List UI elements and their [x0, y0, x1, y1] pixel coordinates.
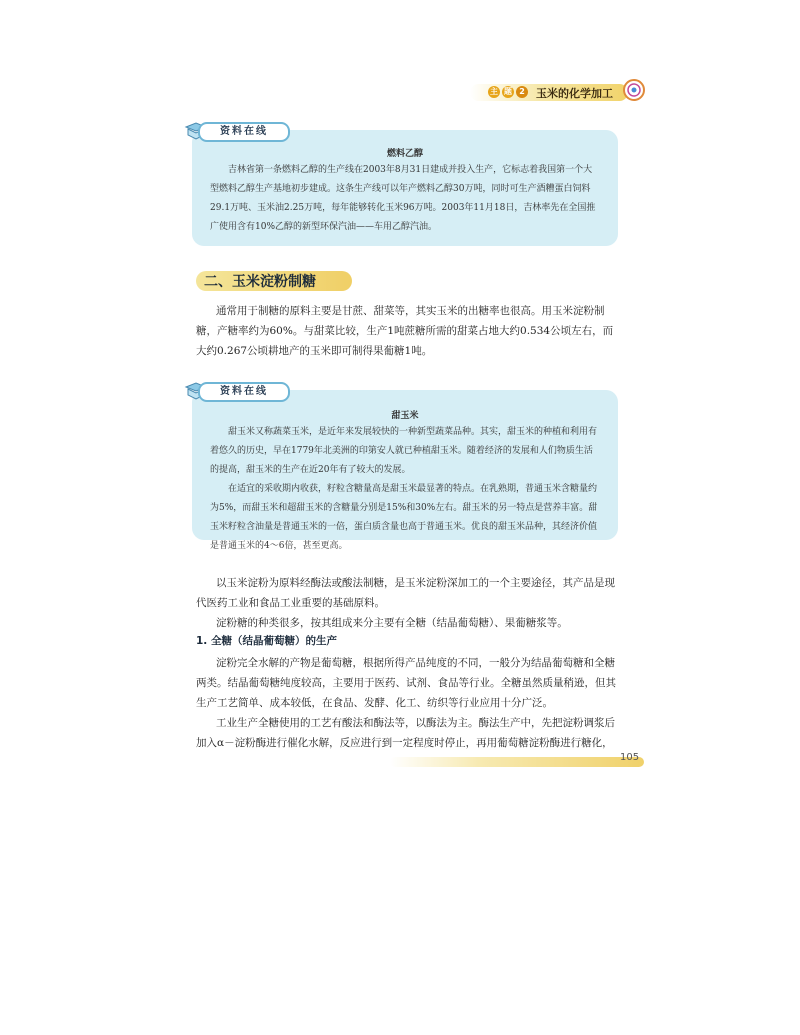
- body-paragraph: 淀粉糖的种类很多，按其组成来分主要有全糖（结晶葡萄糖）、果葡糖浆等。: [216, 617, 568, 629]
- info-box-sweet-corn: [192, 390, 618, 551]
- section-intro-paragraph: 通常用于制糖的原料主要是甘蔗、甜菜等，其实玉米的出糖率也很高。用玉米淀粉制糖，产糖率约为60%。与甜菜比较，生产1吨蔗糖所需的甜菜占地大约0.534公顷左右，而大约0.267公顷耕地产的玉米即可制得果葡糖1吨。: [196, 305, 614, 357]
- chapter-title: 玉米的化学加工: [536, 87, 613, 100]
- body-paragraph: 淀粉完全水解的产物是葡萄糖，根据所得产品纯度的不同，一般分为结晶葡萄糖和全糖两类。结晶葡萄糖纯度较高，主要用于医药、试剂、食品等行业。全糖虽然质量稍逊，但其生产工艺简单、成本较低，在食品、发酵、化工、纺织等行业应用十分广泛。: [196, 657, 616, 709]
- info-box-paragraph: 在适宜的采收期内收获，籽粒含糖量高是甜玉米最显著的特点。在乳熟期，普通玉米含糖量约为5%，而甜玉米和超甜玉米的含糖量分别是15%和30%左右。甜玉米的另一特点是营养丰富。甜玉米籽粒含油量是普通玉米的一倍，蛋白质含量也高于普通玉米。优良的甜玉米品种，其经济价值是普通玉米的4～6倍，甚至更高。: [210, 484, 598, 551]
- chapter-circle: 题: [504, 87, 512, 96]
- info-box-paragraph: 甜玉米又称蔬菜玉米，是近年来发展较快的一种新型蔬菜品种。其实，甜玉米的种植和利用有着悠久的历史，早在1779年北美洲的印第安人就已种植甜玉米。随着经济的发展和人们物质生活的提高，甜玉米的生产在近20年有了较大的发展。: [210, 427, 598, 475]
- info-box-tab: [184, 119, 288, 141]
- info-box-title: 燃料乙醇: [386, 149, 423, 159]
- body-paragraph: 以玉米淀粉为原料经酶法或酸法制糖，是玉米淀粉深加工的一个主要途径，其产品是现代医药工业和食品工业重要的基础原料。: [196, 577, 615, 609]
- info-box-paragraph: 吉林省第一条燃料乙醇的生产线在2003年8月31日建成并投入生产，它标志着我国第一个大型燃料乙醇生产基地初步建成。这条生产线可以年产燃料乙醇30万吨，同时可生产酒糟蛋白饲料29.1万吨、玉米油2.25万吨，每年能够转化玉米96万吨。2003年11月18日，吉林率先在全国推广使用含有10%乙醇的新型环保汽油——车用乙醇汽油。: [210, 165, 596, 232]
- section-heading: [196, 269, 356, 293]
- info-box-fuel-ethanol: [192, 130, 618, 246]
- chapter-circle: 主: [490, 87, 498, 96]
- info-tab-label: 资料在线: [198, 122, 290, 142]
- body-paragraph: 工业生产全糖使用的工艺有酸法和酶法等，以酶法为主。酶法生产中，先把淀粉调浆后加入α－淀粉酶进行催化水解，反应进行到一定程度时停止，再用葡萄糖淀粉酶进行糖化，: [196, 717, 615, 749]
- chapter-circle: 2: [516, 86, 528, 98]
- subsection-heading: 1. 全糖（结晶葡萄糖）的生产: [196, 635, 337, 647]
- footer-bar: [390, 757, 644, 767]
- info-tab-label: 资料在线: [198, 382, 290, 402]
- page-number: 105: [620, 752, 640, 763]
- globe-icon: [622, 78, 646, 102]
- info-box-tab: [184, 379, 288, 401]
- info-box-title: 甜玉米: [391, 411, 419, 421]
- section-heading-text: 二、玉米淀粉制糖: [204, 274, 316, 290]
- chapter-header: [470, 78, 650, 106]
